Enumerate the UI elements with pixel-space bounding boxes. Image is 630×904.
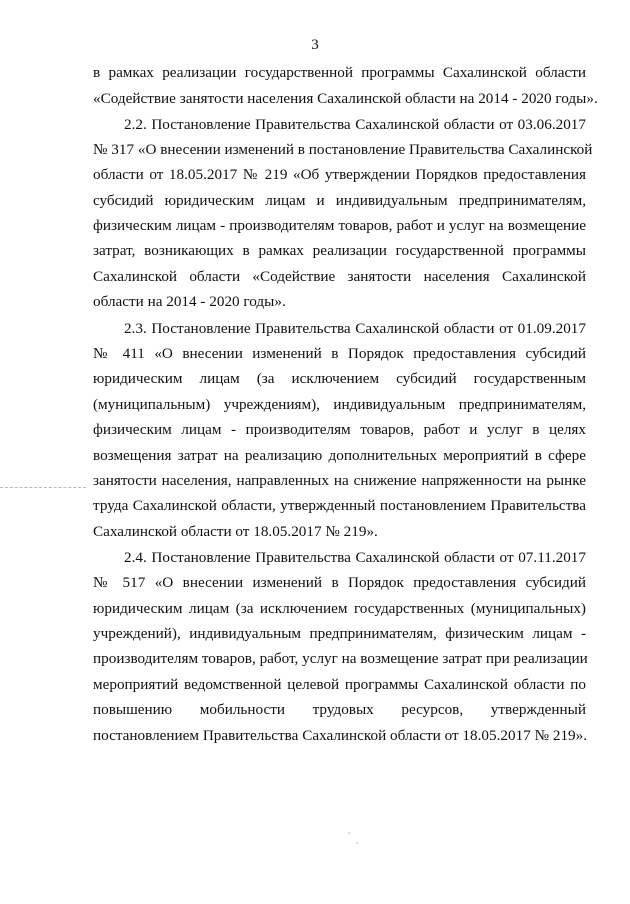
text-line: юридическим лицам (за исключением государственных (муниципальных) <box>93 600 586 617</box>
text-line: занятости населения, направленных на снижение напряженности на рынке <box>93 472 586 489</box>
text-line: Сахалинской области «Содействие занятости населения Сахалинской <box>93 268 586 285</box>
text-line: «Содействие занятости населения Сахалинской области на 2014 - 2020 годы». <box>93 90 598 107</box>
text-line: возмещения затрат на реализацию дополнительных мероприятий в сфере <box>93 447 586 464</box>
text-line: области на 2014 - 2020 годы». <box>93 293 286 310</box>
text-line: физическим лицам - производителям товаров, работ и услуг в целях <box>93 421 586 438</box>
page-number: 3 <box>311 37 319 53</box>
text-line: физическим лицам - производителям товаров, работ и услуг на возмещение <box>93 217 586 234</box>
text-line: труда Сахалинской области, утвержденный постановлением Правительства <box>93 497 586 514</box>
text-line: юридическим лицам (за исключением субсидий государственным <box>93 370 586 387</box>
text-line: мероприятий ведомственной целевой программы Сахалинской области по <box>93 676 586 693</box>
paragraph-2-2-start: 2.2. Постановление Правительства Сахалинской области от 03.06.2017 <box>124 116 586 133</box>
margin-scan-mark <box>0 487 86 489</box>
text-line: № 317 «О внесении изменений в постановление Правительства Сахалинской <box>93 141 593 158</box>
text-line: области от 18.05.2017 № 219 «Об утверждении Порядков предоставления <box>93 166 586 183</box>
text-line: затрат, возникающих в рамках реализации государственной программы <box>93 242 586 259</box>
text-line: производителям товаров, работ, услуг на возмещение затрат при реализации <box>93 650 588 667</box>
text-line: № 411 «О внесении изменений в Порядок предоставления субсидий <box>93 345 586 362</box>
text-line: (муниципальным) учреждениям), индивидуальным предпринимателям, <box>93 396 586 413</box>
text-line: № 517 «О внесении изменений в Порядок предоставления субсидий <box>93 574 586 591</box>
scan-speck <box>356 842 358 844</box>
text-line: субсидий юридическим лицам и индивидуальным предпринимателям, <box>93 192 586 209</box>
scan-speck <box>348 832 350 834</box>
text-line: постановлением Правительства Сахалинской области от 18.05.2017 № 219». <box>93 727 588 744</box>
paragraph-2-3-start: 2.3. Постановление Правительства Сахалинской области от 01.09.2017 <box>124 320 586 337</box>
text-line: повышению мобильности трудовых ресурсов, утвержденный <box>93 701 586 718</box>
text-line: Сахалинской области от 18.05.2017 № 219». <box>93 523 378 540</box>
text-line: в рамках реализации государственной программы Сахалинской области <box>93 64 586 81</box>
text-line: учреждений), индивидуальным предпринимателям, физическим лицам - <box>93 625 586 642</box>
paragraph-2-4-start: 2.4. Постановление Правительства Сахалинской области от 07.11.2017 <box>124 549 586 566</box>
